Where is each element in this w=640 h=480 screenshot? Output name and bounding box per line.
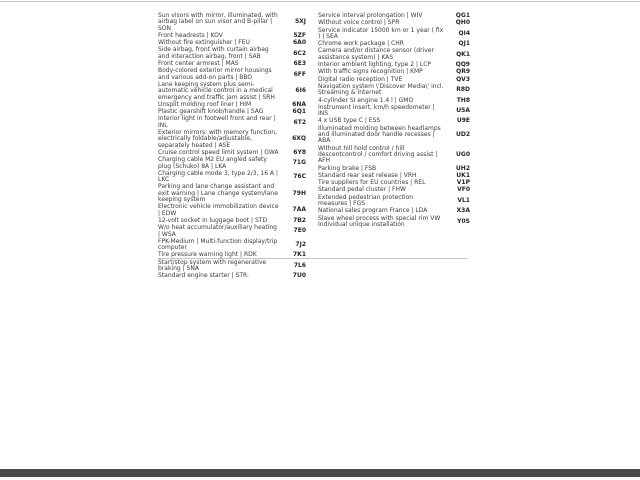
option-description: Start/stop system with regenerative braking | SNA: [158, 258, 267, 272]
option-code: QJ1: [458, 40, 470, 48]
option-row: [318, 166, 470, 172]
options-column-right: [318, 13, 470, 229]
option-code: 6C2: [293, 49, 306, 57]
option-description: Charging cable M2 EU angled safety plug (Schuko) 8A | LKA: [158, 156, 267, 170]
option-row: [318, 195, 470, 208]
option-description: Exterior mirrors: with memory function, electrically foldable/adjustable, separately heated | ASE: [158, 129, 277, 149]
option-description: Front headrests | KOV: [158, 31, 223, 39]
option-code: VF0: [457, 186, 470, 194]
option-row: [158, 130, 306, 149]
option-code: 79H: [292, 189, 306, 197]
option-row: [158, 260, 306, 273]
option-description: Without voice control | SPR: [318, 19, 400, 27]
option-row: [158, 13, 306, 32]
option-description: Side airbag, front with curtain airbag and interaction airbag, front | SAB: [158, 46, 269, 60]
option-description: Slave wheel process with special rim VW Individual unique installation: [318, 214, 441, 228]
option-code: UH2: [455, 164, 470, 172]
option-description: 4-cylinder SI engine 1.4 l | GMO: [318, 96, 414, 104]
option-description: Navigation system \'Discover Media\' incl. Streaming & Internet: [318, 82, 444, 97]
option-code: QH0: [455, 19, 470, 27]
option-description: Illuminated molding between headlamps and illuminated door handle recesses | ABA: [318, 124, 441, 145]
option-code: 6E3: [293, 60, 306, 68]
option-description: Cruise control speed limit system | GWA: [158, 148, 279, 156]
option-description: Parking brake | FSB: [318, 164, 377, 172]
option-description: 12-volt socket in luggage boot | STD: [158, 216, 268, 224]
option-description: Digital radio reception | TVE: [318, 75, 403, 83]
option-description: Parking and lane change assistant and exit warning | Lane change system/lane keeping system: [158, 183, 278, 204]
option-description: Service indicator 15000 km or 1 year ( fix ) | SEA: [318, 26, 444, 40]
option-code: UK1: [456, 171, 470, 179]
option-row: [318, 208, 470, 214]
option-code: 6I6: [295, 87, 306, 95]
option-row: [158, 47, 306, 60]
option-code: VL1: [457, 196, 470, 204]
option-code: UD2: [455, 131, 470, 139]
equipment-list: [158, 13, 470, 281]
option-row: [158, 157, 306, 170]
option-row: [158, 239, 306, 252]
option-description: Interior light in footwell front and rear | INL: [158, 115, 276, 129]
option-row: [318, 118, 470, 124]
option-row: [318, 20, 470, 26]
column-separator-line: [158, 258, 468, 259]
option-row: [158, 184, 306, 203]
option-description: Tire pressure warning light | RDK: [158, 251, 257, 259]
option-code: QV3: [456, 75, 470, 83]
option-code: 6NA: [292, 100, 306, 108]
option-code: 7L6: [293, 261, 306, 269]
option-description: Extended pedestrian protection measures | FGS: [318, 193, 414, 208]
option-description: Standard engine starter | STR.: [158, 272, 249, 280]
option-description: Tire suppliers for EU countries | REL: [318, 179, 426, 187]
option-code: 6T2: [293, 118, 306, 126]
option-description: 4 x USB type C | ESS: [318, 117, 381, 125]
option-code: 76C: [293, 172, 306, 180]
option-code: R8D: [456, 86, 470, 94]
option-description: National sales program France | LDA: [318, 207, 428, 215]
option-row: [158, 171, 306, 184]
option-description: W/o heat accumulator/auxiliary heating | WSA: [158, 224, 277, 238]
option-code: 6Q1: [292, 108, 306, 116]
option-code: 7U0: [292, 272, 306, 280]
option-code: U9E: [456, 117, 470, 125]
option-code: 6FF: [293, 70, 306, 78]
option-row: [318, 126, 470, 145]
option-description: Sun visors with mirror, illuminated, with airbag label on sun visor and B-pillar | SON: [158, 12, 278, 32]
option-code: V1P: [456, 179, 470, 187]
option-row: [158, 225, 306, 238]
option-code: UG0: [456, 150, 470, 158]
option-code: U5A: [456, 107, 470, 114]
option-row: [318, 69, 470, 75]
option-description: With traffic signs recognition | KMP: [318, 68, 423, 76]
option-row: [158, 273, 306, 279]
option-row: [318, 84, 470, 97]
option-description: Camera and/or distance sensor (driver assistance system) | KAS: [318, 47, 434, 61]
option-row: [318, 98, 470, 104]
option-code: 71G: [292, 159, 306, 167]
option-row: [158, 204, 306, 217]
option-row: [158, 116, 306, 129]
option-code: 7E0: [293, 227, 306, 235]
option-description: Standard rear seat release | VRH: [318, 171, 417, 179]
option-description: FPK-Medium | Multi-function display/trip computer: [158, 237, 278, 252]
option-description: Without fire extinguisher | FEU: [158, 39, 250, 47]
option-description: Plastic gearshift knob/handle | SAG: [158, 108, 264, 116]
option-code: 6XQ: [292, 135, 306, 143]
option-row: [158, 68, 306, 81]
option-row: [318, 105, 470, 118]
option-code: 7B2: [293, 216, 306, 224]
option-code: QQ9: [455, 61, 470, 69]
option-description: Front center armrest | MAS: [158, 60, 239, 68]
option-description: Instrument insert, km/h speedometer | INS: [318, 103, 435, 118]
option-code: 7K1: [293, 251, 306, 259]
option-description: Body-colored exterior mirror housings and various add-on parts | BBO: [158, 67, 272, 81]
option-code: 7J2: [295, 240, 306, 248]
option-row: [318, 28, 470, 41]
option-code: 6Y8: [293, 148, 306, 156]
option-description: Lane keeping system plus semi-automatic vehicle control in a medical emergency and traffic jam assist | SRH: [158, 80, 275, 101]
option-description: Charging cable mode 3, type 2/3, 16 A | LKC: [158, 169, 278, 184]
option-description: Standard pedal cluster | FHW: [318, 186, 406, 194]
option-code: QG1: [455, 12, 470, 19]
bottom-window-edge-bar: [0, 469, 640, 477]
option-description: Electronic vehicle immobilization device | EDW: [158, 203, 279, 217]
option-code: 5ZF: [293, 31, 306, 39]
option-code: X3A: [456, 207, 470, 215]
option-code: 6A0: [293, 39, 306, 47]
option-description: Service interval prolongation | WIV: [318, 12, 423, 19]
option-description: Chrome work package | CHR: [318, 40, 404, 48]
option-code: Y0S: [457, 217, 470, 225]
option-code: QI4: [458, 29, 470, 37]
option-description: Without hill hold control / hill descentcontrol / comfort driving assist | AFH: [318, 144, 438, 165]
option-row: [318, 216, 470, 229]
option-code: 5XJ: [294, 18, 306, 26]
option-row: [158, 82, 306, 101]
option-row: [318, 146, 470, 165]
top-border-line: [0, 1, 640, 2]
option-description: Interior ambient lighting, type 2 | LCP: [318, 61, 432, 69]
option-code: TH8: [456, 96, 470, 104]
option-code: QK1: [456, 50, 470, 58]
option-row: [318, 187, 470, 193]
options-column-left: [158, 13, 306, 281]
option-row: [318, 48, 470, 61]
option-code: 7AA: [292, 206, 306, 214]
option-description: Unsplit molding roof liner | HIM: [158, 100, 252, 108]
option-code: QR9: [456, 68, 470, 76]
